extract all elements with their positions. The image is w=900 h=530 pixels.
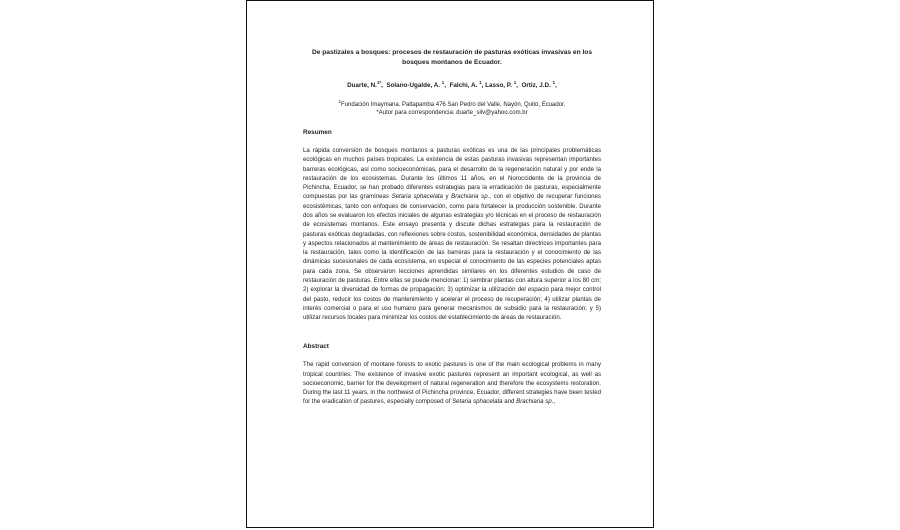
species-name: Brachiaria sp. (516, 398, 554, 406)
resumen-text: La rápida conversión de bosques montanos a pasturas exóticas es una de las principales problemáticas ecológicas en muchos países tropicales. La existencia de estas pasturas invasivas representan importantes barreras ecológicas, así como socioeconómicas, para el desarrollo de la regeneración natural y por ende la restauración de los ecosistemas. Durante los últimos 11 años, en el Noroccidente de la provincia de Pichincha, Ecuador, se han probado diferentes estrategias para la erradicación de pasturas, especialmente compuestas por las gramíneas (303, 147, 601, 201)
abstract-text: The rapid conversion of montane forests to exotic pastures is one of the main ecological problems in many tropical countries. The existence of invasive exotic pastures represent an important ecological, as well as socioeconomic, barrier for the development of natural regeneration and therefore the ecosystems restoration. During the last 11 years, in the northwest of Pichincha province, Ecuador, different strategies have been tested for the eradication of pastures, especially composed of (303, 361, 601, 406)
conjunction: y (445, 193, 449, 201)
page-content (303, 48, 601, 413)
affiliation-text: Fundación Imaymana. Paltapamba 476 San Pedro del Valle, Nayón, Quito, Ecuador. (341, 102, 566, 108)
abstract-text: , (553, 398, 556, 406)
resumen-paragraph (303, 146, 601, 322)
author-name: Solano-Ugalde, A. (386, 82, 441, 89)
author-name: Duarte, N. (347, 82, 377, 89)
document-page (246, 0, 654, 528)
author-affiliation-mark: 1 (513, 79, 517, 85)
author-name: Lasso, P. (485, 82, 512, 89)
author-affiliation-mark: 1* (376, 79, 382, 85)
corresponding-author-line: *Autor para correspondencia: duarte_silv@yahoo.com.br (376, 110, 528, 116)
author-name: Falchi, A. (449, 82, 478, 89)
affiliation-line (303, 101, 601, 109)
resumen-heading: Resumen (303, 129, 332, 136)
affiliation-block (303, 101, 601, 117)
author-affiliation-mark: 1 (441, 79, 445, 85)
species-name: Setaria sphacelata (391, 193, 443, 201)
species-name: Setaria sphacelata (452, 398, 503, 406)
author-affiliation-mark: 1 (479, 79, 482, 85)
species-name: Brachiaria sp. (451, 193, 490, 201)
paper-title: De pastizales a bosques: procesos de restauración de pasturas exóticas invasivas en los bosques montanos de Ecuador. (312, 49, 592, 66)
abstract-paragraph (303, 360, 601, 406)
author-affiliation-mark: 1 (552, 79, 556, 85)
author-list: Duarte, N.$^{1*}$, Solano-Ugalde, A. $^1$, Falchi, A. $^1$, Lasso, P. $^1$, Ortiz, J.D. $^1$, (347, 79, 557, 89)
resumen-text: , con el objetivo de recuperar funciones ecosistémicas, tanto con enfoques de conservación, como para fortalecer la producción sostenible. Durante dos años se evaluaron los efectos iniciales de algunas estrategias y/o técnicas en el proceso de restauración de ecosistemas montanos. Este ensayo presenta y discute dichas estrategias para la restauración de pasturas exóticas degradadas, con reflexiones sobre costos, sostenibilidad económica, densidades de plantas y aspectos relacionados al mantenimiento de áreas de restauración. Se resaltan directrices importantes para la restauración, tales como la identificación de las barreras para la restauración y el conocimiento de las dinámicas sucesionales de cada ecosistema, en especial el conocimiento de las especies potenciales aptas para cada zona. Se observaron lecciones aprendidas similares en los diferentes estudios de caso de restauración de pasturas. Entre ellas se puede mencionar: 1) sembrar plantas con altura superior a los 80 cm; 2) explorar la diversidad de formas de propagación; 3) optimizar la utilización del espacio para mejor control del pasto, reducir los costos de mantenimiento y acelerar el proceso de recuperación; 4) utilizar plantas de interés comercial o para el uso humano para generar mecanismos de subsidio para la restauración; y 5) utilizar recursos locales para minimizar los costos del establecimiento de áreas de restauración. (303, 193, 601, 322)
conjunction: and (504, 398, 515, 406)
abstract-heading: Abstract (303, 343, 329, 351)
author-name: Ortiz, J.D. (521, 82, 551, 89)
affiliation-mark: 1 (338, 99, 342, 104)
